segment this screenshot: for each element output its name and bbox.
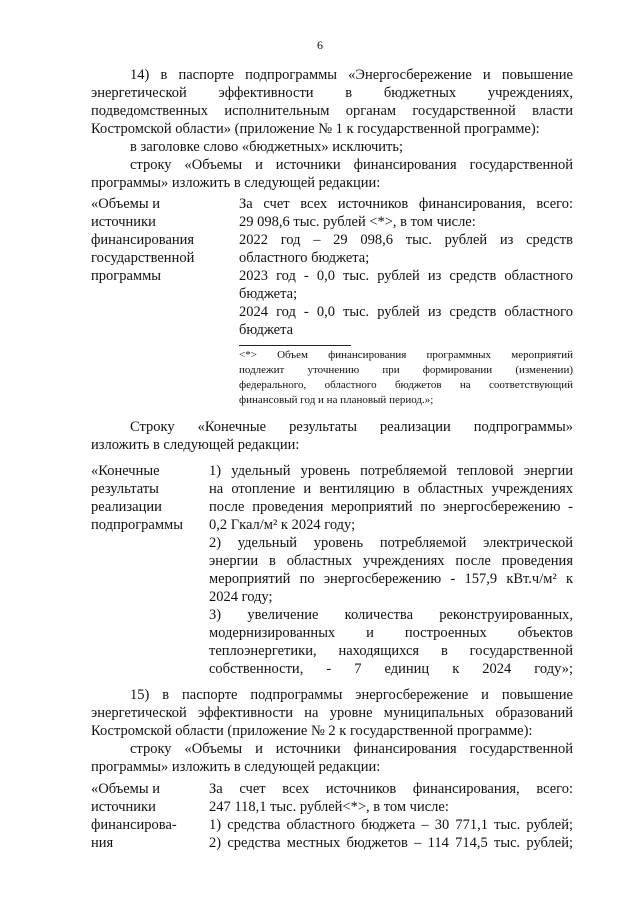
page-number: 6 xyxy=(317,38,323,52)
table1-label-3: финансирования xyxy=(91,232,195,248)
results-intro-line-1: Строку «Конечные результаты реализации подпрограммы» xyxy=(130,419,573,435)
table3-label-3: финансирова- xyxy=(91,817,177,833)
table2-value-1: 1) удельный уровень потребляемой тепловой энергии xyxy=(209,463,573,479)
item15-line-3: Костромской области (приложение № 2 к государственной программе): xyxy=(91,723,533,739)
footnote-separator xyxy=(239,345,351,346)
table2-value-4: 0,2 Гкал/м² к 2024 году; xyxy=(209,517,356,533)
table1-value-6: бюджета; xyxy=(239,286,298,302)
item15-line-2: энергетической эффективности на уровне муниципальных образований xyxy=(91,705,573,721)
item14-row-line-1: строку «Объемы и источники финансирования государственной xyxy=(130,157,573,173)
table3-value-3: 1) средства областного бюджета – 30 771,1 тыс. рублей; xyxy=(209,817,573,833)
item14-line-1: 14) в паспорте подпрограммы «Энергосбережение и повышение xyxy=(130,67,573,83)
table1-label-4: государственной xyxy=(91,250,195,266)
table3-label-4: ния xyxy=(91,835,114,851)
table2-value-3: после проведения мероприятий по энергосбережению - xyxy=(209,499,573,515)
table2-value-10: модернизированных и построенных объектов xyxy=(209,625,573,641)
table3-label-1: «Объемы и xyxy=(91,781,160,797)
table1-footnote-3: федерального, областного бюджетов на соответствующий xyxy=(239,379,573,391)
item15-row-line-2: программы» изложить в следующей редакции: xyxy=(91,759,381,775)
table2-label-3: реализации xyxy=(91,499,162,515)
item14-headline-instruction: в заголовке слово «бюджетных» исключить; xyxy=(130,139,404,155)
table3-label-2: источники xyxy=(91,799,156,815)
table2-value-5: 2) удельный уровень потребляемой электрической xyxy=(209,535,573,551)
item15-line-1: 15) в паспорте подпрограммы энергосбережение и повышение xyxy=(130,687,573,703)
table3-value-2: 247 118,1 тыс. рублей<*>, в том числе: xyxy=(209,799,449,815)
table2-value-11: теплоэнергетики, находящихся в государственной xyxy=(209,643,573,659)
table2-value-12: собственности, - 7 единиц к 2024 году»; xyxy=(209,661,573,677)
table1-value-1: За счет всех источников финансирования, всего: xyxy=(239,196,573,212)
table2-label-4: подпрограммы xyxy=(91,517,183,533)
table1-footnote-4: финансовый год и на плановый период.»; xyxy=(239,394,434,406)
table2-value-2: на отопление и вентиляцию в областных учреждениях xyxy=(209,481,573,497)
table2-label-1: «Конечные xyxy=(91,463,160,479)
table1-value-4: областного бюджета; xyxy=(239,250,370,266)
table1-value-7: 2024 год - 0,0 тыс. рублей из средств областного xyxy=(239,304,573,320)
item14-row-line-2: программы» изложить в следующей редакции: xyxy=(91,175,381,191)
table1-label-2: источники xyxy=(91,214,156,230)
results-intro-line-2: изложить в следующей редакции: xyxy=(91,437,300,453)
table2-value-8: 2024 году; xyxy=(209,589,273,605)
table1-footnote-2: подлежит уточнению при формировании (изменении) xyxy=(239,364,573,376)
table1-label-1: «Объемы и xyxy=(91,196,160,212)
item14-line-3: подведомственных исполнительным органам государственной власти xyxy=(91,103,573,119)
item14-line-2: энергетической эффективности в бюджетных учреждениях, xyxy=(91,85,573,101)
table2-label-2: результаты xyxy=(91,481,159,497)
table1-value-2: 29 098,6 тыс. рублей <*>, в том числе: xyxy=(239,214,476,230)
table1-label-5: программы xyxy=(91,268,161,284)
table1-value-8: бюджета xyxy=(239,322,294,338)
table2-value-6: энергии в областных учреждениях после проведения xyxy=(209,553,573,569)
table1-value-5: 2023 год - 0,0 тыс. рублей из средств областного xyxy=(239,268,573,284)
table2-value-7: мероприятий по энергосбережению - 157,9 кВт.ч/м² к xyxy=(209,571,573,587)
table1-footnote-1: <*> Объем финансирования программных мероприятий xyxy=(239,349,573,361)
table1-value-3: 2022 год – 29 098,6 тыс. рублей из средств xyxy=(239,232,573,248)
table3-value-1: За счет всех источников финансирования, всего: xyxy=(209,781,573,797)
item14-line-4: Костромской области» (приложение № 1 к государственной программе): xyxy=(91,121,540,137)
item15-row-line-1: строку «Объемы и источники финансирования государственной xyxy=(130,741,573,757)
table3-value-4: 2) средства местных бюджетов – 114 714,5 тыс. рублей; xyxy=(209,835,573,851)
table2-value-9: 3) увеличение количества реконструированных, xyxy=(209,607,573,623)
